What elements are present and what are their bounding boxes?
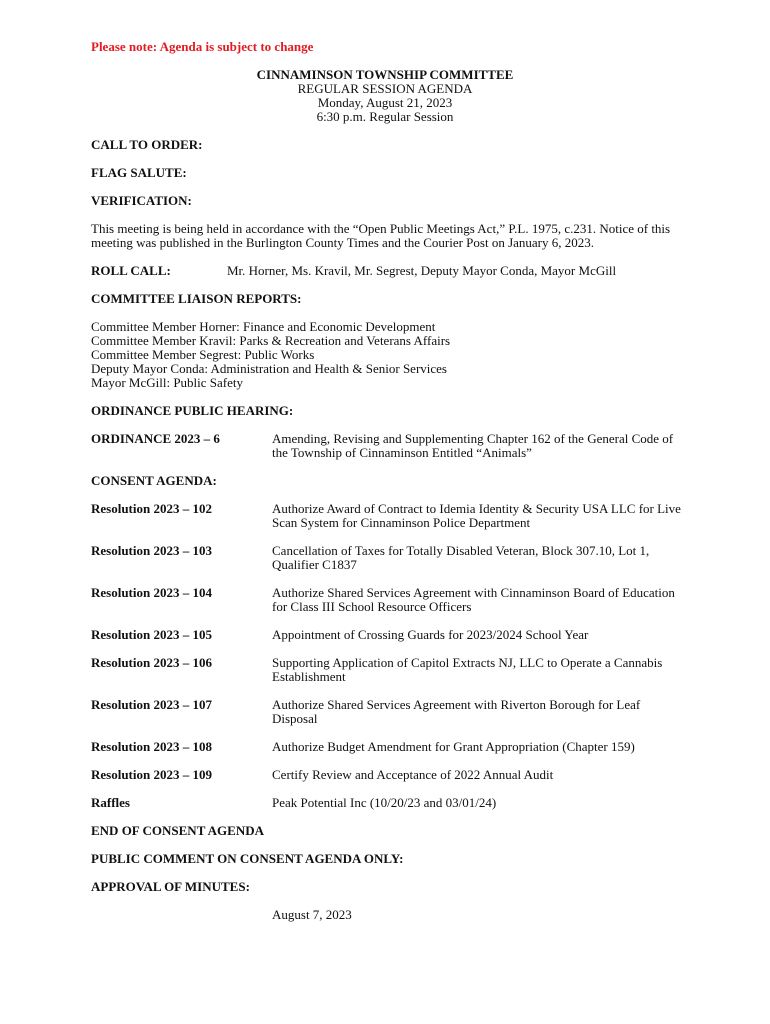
consent-item: [91, 586, 691, 614]
resolution-label: Resolution 2023 – 106: [91, 655, 212, 670]
liaison-heading: COMMITTEE LIAISON REPORTS:: [91, 291, 302, 306]
ordinance-text: Amending, Revising and Supplementing Chapter 162 of the General Code of the Township of Cinnaminson Entitled “Animals”: [272, 431, 674, 460]
flag-salute-heading: FLAG SALUTE:: [91, 165, 187, 180]
resolution-label: Resolution 2023 – 108: [91, 739, 212, 754]
liaison-item: Mayor McGill: Public Safety: [91, 375, 244, 390]
minutes-date: August 7, 2023: [272, 907, 352, 922]
ordinance-label: ORDINANCE 2023 – 6: [91, 431, 220, 446]
consent-item: [91, 656, 691, 684]
liaison-item: Committee Member Segrest: Public Works: [91, 347, 315, 362]
consent-item: [91, 768, 691, 782]
raffles-text: Peak Potential Inc (10/20/23 and 03/01/24): [272, 795, 497, 810]
call-to-order-heading: CALL TO ORDER:: [91, 137, 203, 152]
resolution-text: Authorize Shared Services Agreement with Cinnaminson Board of Education for Class III School Resource Officers: [272, 585, 675, 614]
liaison-item: Committee Member Kravil: Parks & Recreation and Veterans Affairs: [91, 333, 451, 348]
verification-heading: VERIFICATION:: [91, 193, 192, 208]
resolution-text: Authorize Award of Contract to Idemia Identity & Security USA LLC for Live Scan System for Cinnaminson Police Department: [272, 501, 681, 530]
minutes-spacer: [91, 908, 272, 922]
meeting-time: 6:30 p.m. Regular Session: [316, 109, 454, 124]
ordinance-heading: ORDINANCE PUBLIC HEARING:: [91, 403, 294, 418]
meeting-date: Monday, August 21, 2023: [317, 95, 453, 110]
raffles-label: Raffles: [91, 795, 130, 810]
public-comment-heading: PUBLIC COMMENT ON CONSENT AGENDA ONLY:: [91, 851, 404, 866]
resolution-text: Certify Review and Acceptance of 2022 Annual Audit: [272, 767, 554, 782]
roll-call-label: ROLL CALL:: [91, 263, 171, 278]
minutes-row: [91, 908, 691, 922]
resolution-text: Cancellation of Taxes for Totally Disabled Veteran, Block 307.10, Lot 1, Qualifier C1837: [272, 543, 650, 572]
resolution-label: Resolution 2023 – 105: [91, 627, 212, 642]
resolution-text: Authorize Shared Services Agreement with Riverton Borough for Leaf Disposal: [272, 697, 641, 726]
resolution-label: Resolution 2023 – 102: [91, 501, 212, 516]
organization-title: CINNAMINSON TOWNSHIP COMMITTEE: [256, 67, 514, 82]
resolution-text: Supporting Application of Capitol Extracts NJ, LLC to Operate a Cannabis Establishment: [272, 655, 663, 684]
session-title: REGULAR SESSION AGENDA: [297, 81, 473, 96]
resolution-label: Resolution 2023 – 107: [91, 697, 212, 712]
resolution-text: Appointment of Crossing Guards for 2023/2024 School Year: [272, 627, 589, 642]
liaison-item: Committee Member Horner: Finance and Economic Development: [91, 319, 436, 334]
consent-heading: CONSENT AGENDA:: [91, 473, 217, 488]
agenda-header: [91, 68, 679, 124]
consent-item: [91, 796, 691, 810]
consent-item: [91, 502, 691, 530]
liaison-item: Deputy Mayor Conda: Administration and Health & Senior Services: [91, 361, 447, 376]
roll-call-text: Mr. Horner, Ms. Kravil, Mr. Segrest, Deputy Mayor Conda, Mayor McGill: [227, 263, 617, 278]
resolution-text: Authorize Budget Amendment for Grant Appropriation (Chapter 159): [272, 739, 635, 754]
approval-minutes-heading: APPROVAL OF MINUTES:: [91, 879, 250, 894]
resolution-label: Resolution 2023 – 104: [91, 585, 212, 600]
consent-item: [91, 544, 691, 572]
resolution-label: Resolution 2023 – 109: [91, 767, 212, 782]
resolution-label: Resolution 2023 – 103: [91, 543, 212, 558]
verification-text: This meeting is being held in accordance with the “Open Public Meetings Act,” P.L. 1975, c.231. Notice of this meeting was published in the Burlington County Times and the Courier Post on January 6, 2023.: [91, 221, 671, 250]
end-consent-heading: END OF CONSENT AGENDA: [91, 823, 264, 838]
change-notice: Please note: Agenda is subject to change: [91, 39, 314, 54]
agenda-page: [91, 40, 691, 936]
ordinance-row: [91, 432, 691, 460]
consent-item: [91, 740, 691, 754]
liaison-list: [91, 320, 691, 390]
consent-item: [91, 698, 691, 726]
consent-item: [91, 628, 691, 642]
roll-call-row: [91, 264, 691, 278]
